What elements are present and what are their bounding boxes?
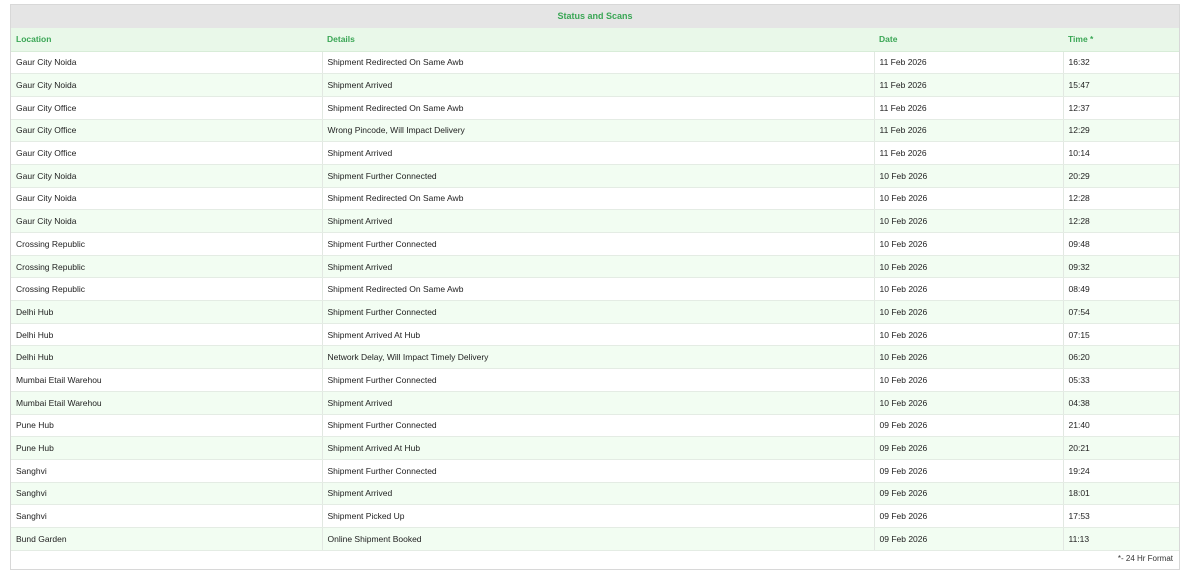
cell-details: Shipment Arrived At Hub <box>322 437 874 460</box>
cell-date: 10 Feb 2026 <box>874 187 1063 210</box>
cell-date: 10 Feb 2026 <box>874 391 1063 414</box>
cell-location: Bund Garden <box>11 527 322 550</box>
cell-location: Gaur City Noida <box>11 74 322 97</box>
table-row <box>11 210 1179 233</box>
column-header-location: Location <box>11 28 322 51</box>
table-row <box>11 505 1179 528</box>
table-row <box>11 278 1179 301</box>
cell-time: 07:15 <box>1063 323 1179 346</box>
cell-details: Shipment Further Connected <box>322 414 874 437</box>
cell-time: 19:24 <box>1063 459 1179 482</box>
table-row <box>11 233 1179 256</box>
table-row <box>11 301 1179 324</box>
cell-details: Shipment Further Connected <box>322 233 874 256</box>
table-row <box>11 482 1179 505</box>
cell-location: Gaur City Noida <box>11 187 322 210</box>
cell-details: Shipment Arrived <box>322 391 874 414</box>
cell-date: 09 Feb 2026 <box>874 505 1063 528</box>
cell-date: 09 Feb 2026 <box>874 437 1063 460</box>
cell-details: Shipment Picked Up <box>322 505 874 528</box>
table-row <box>11 437 1179 460</box>
cell-details: Shipment Arrived <box>322 142 874 165</box>
table-header-row <box>11 28 1179 51</box>
cell-details: Wrong Pincode, Will Impact Delivery <box>322 119 874 142</box>
cell-date: 11 Feb 2026 <box>874 96 1063 119</box>
cell-time: 10:14 <box>1063 142 1179 165</box>
cell-details: Network Delay, Will Impact Timely Delivery <box>322 346 874 369</box>
cell-time: 18:01 <box>1063 482 1179 505</box>
cell-time: 11:13 <box>1063 527 1179 550</box>
cell-time: 07:54 <box>1063 301 1179 324</box>
cell-location: Gaur City Noida <box>11 164 322 187</box>
cell-details: Shipment Arrived <box>322 482 874 505</box>
cell-date: 09 Feb 2026 <box>874 482 1063 505</box>
cell-time: 12:29 <box>1063 119 1179 142</box>
cell-time: 20:21 <box>1063 437 1179 460</box>
cell-location: Pune Hub <box>11 437 322 460</box>
cell-date: 10 Feb 2026 <box>874 301 1063 324</box>
cell-details: Shipment Further Connected <box>322 459 874 482</box>
table-row <box>11 414 1179 437</box>
cell-date: 11 Feb 2026 <box>874 51 1063 74</box>
cell-time: 20:29 <box>1063 164 1179 187</box>
cell-details: Shipment Further Connected <box>322 164 874 187</box>
cell-location: Delhi Hub <box>11 346 322 369</box>
cell-date: 10 Feb 2026 <box>874 255 1063 278</box>
column-header-date: Date <box>874 28 1063 51</box>
cell-details: Shipment Further Connected <box>322 301 874 324</box>
cell-location: Sanghvi <box>11 482 322 505</box>
cell-date: 10 Feb 2026 <box>874 164 1063 187</box>
cell-location: Gaur City Noida <box>11 210 322 233</box>
cell-details: Shipment Redirected On Same Awb <box>322 51 874 74</box>
column-header-details: Details <box>322 28 874 51</box>
cell-details: Shipment Arrived At Hub <box>322 323 874 346</box>
cell-date: 09 Feb 2026 <box>874 414 1063 437</box>
cell-location: Mumbai Etail Warehou <box>11 391 322 414</box>
cell-details: Shipment Further Connected <box>322 369 874 392</box>
cell-location: Mumbai Etail Warehou <box>11 369 322 392</box>
table-row <box>11 323 1179 346</box>
panel-title: Status and Scans <box>11 5 1179 28</box>
cell-location: Crossing Republic <box>11 255 322 278</box>
cell-date: 10 Feb 2026 <box>874 233 1063 256</box>
cell-location: Delhi Hub <box>11 301 322 324</box>
cell-time: 21:40 <box>1063 414 1179 437</box>
cell-date: 11 Feb 2026 <box>874 142 1063 165</box>
status-scans-panel <box>10 4 1180 570</box>
cell-date: 11 Feb 2026 <box>874 119 1063 142</box>
cell-date: 10 Feb 2026 <box>874 323 1063 346</box>
cell-time: 15:47 <box>1063 74 1179 97</box>
cell-location: Sanghvi <box>11 459 322 482</box>
cell-details: Shipment Arrived <box>322 255 874 278</box>
table-row <box>11 255 1179 278</box>
table-row <box>11 96 1179 119</box>
cell-time: 08:49 <box>1063 278 1179 301</box>
cell-details: Shipment Redirected On Same Awb <box>322 187 874 210</box>
table-row <box>11 51 1179 74</box>
cell-details: Shipment Redirected On Same Awb <box>322 278 874 301</box>
cell-time: 12:37 <box>1063 96 1179 119</box>
cell-time: 09:48 <box>1063 233 1179 256</box>
cell-location: Crossing Republic <box>11 233 322 256</box>
table-row <box>11 369 1179 392</box>
cell-location: Gaur City Office <box>11 142 322 165</box>
cell-location: Crossing Republic <box>11 278 322 301</box>
cell-location: Gaur City Noida <box>11 51 322 74</box>
cell-date: 09 Feb 2026 <box>874 459 1063 482</box>
cell-details: Shipment Arrived <box>322 74 874 97</box>
cell-location: Gaur City Office <box>11 96 322 119</box>
column-header-time: Time * <box>1063 28 1179 51</box>
cell-location: Pune Hub <box>11 414 322 437</box>
cell-time: 12:28 <box>1063 187 1179 210</box>
cell-date: 10 Feb 2026 <box>874 346 1063 369</box>
cell-date: 11 Feb 2026 <box>874 74 1063 97</box>
status-scans-table <box>11 28 1179 551</box>
table-row <box>11 187 1179 210</box>
cell-location: Sanghvi <box>11 505 322 528</box>
cell-details: Shipment Redirected On Same Awb <box>322 96 874 119</box>
table-row <box>11 391 1179 414</box>
table-row <box>11 527 1179 550</box>
cell-date: 10 Feb 2026 <box>874 278 1063 301</box>
cell-time: 05:33 <box>1063 369 1179 392</box>
cell-location: Gaur City Office <box>11 119 322 142</box>
cell-location: Delhi Hub <box>11 323 322 346</box>
cell-time: 17:53 <box>1063 505 1179 528</box>
cell-details: Shipment Arrived <box>322 210 874 233</box>
cell-date: 09 Feb 2026 <box>874 527 1063 550</box>
cell-time: 09:32 <box>1063 255 1179 278</box>
cell-time: 06:20 <box>1063 346 1179 369</box>
cell-time: 04:38 <box>1063 391 1179 414</box>
cell-date: 10 Feb 2026 <box>874 369 1063 392</box>
cell-time: 16:32 <box>1063 51 1179 74</box>
table-row <box>11 346 1179 369</box>
cell-date: 10 Feb 2026 <box>874 210 1063 233</box>
table-row <box>11 74 1179 97</box>
table-row <box>11 119 1179 142</box>
cell-time: 12:28 <box>1063 210 1179 233</box>
cell-details: Online Shipment Booked <box>322 527 874 550</box>
table-row <box>11 142 1179 165</box>
table-row <box>11 164 1179 187</box>
time-format-note: *- 24 Hr Format <box>1117 554 1173 563</box>
table-row <box>11 459 1179 482</box>
table-body <box>11 51 1179 550</box>
